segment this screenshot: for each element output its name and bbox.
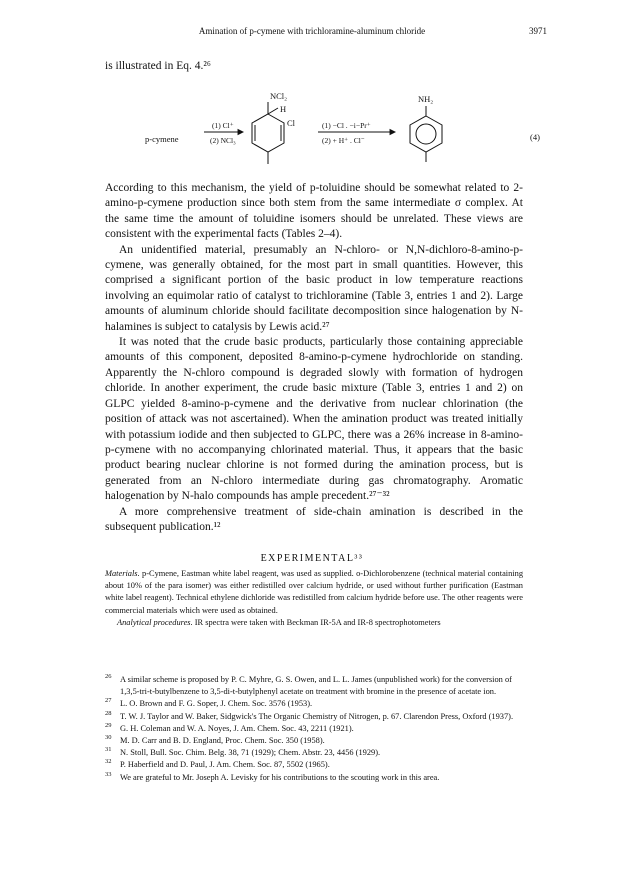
product-nh2-label: NH₂ — [418, 94, 434, 104]
footnote — [105, 772, 523, 784]
intro-line: is illustrated in Eq. 4.²⁶ — [105, 60, 211, 72]
footnote-number: 33 — [105, 770, 112, 778]
intermediate-h-label: H — [280, 104, 287, 114]
footnote-text: N. Stoll, Bull. Soc. Chim. Belg. 38, 71 (1929); Chem. Abstr. 23, 4456 (1929). — [120, 748, 381, 758]
materials-label: Materials. — [105, 569, 140, 578]
step2-condition-b: (2) + H⁺ . Cl⁻ — [322, 136, 365, 145]
intermediate-ncl2-label: NCl₂ — [270, 91, 288, 101]
footnotes — [105, 674, 523, 784]
body-text — [105, 181, 523, 535]
equation-number: (4) — [530, 132, 540, 142]
experimental-section — [105, 568, 523, 629]
footnote — [105, 735, 523, 747]
step1-condition-b: (2) NCl₃ — [210, 136, 236, 145]
step2-condition-a: (1) −Cl . −i−Pr⁺ — [322, 121, 371, 130]
footnote — [105, 711, 523, 723]
footnote-number: 28 — [105, 709, 112, 717]
materials-text: p-Cymene, Eastman white label reagent, was used as supplied. o-Dichlorobenzene (technical material containing about 10% of the para isomer) was either redistilled over calcium hydride, or used without further purification (Eastman white label reagent). Technical ethylene dichloride was redistilled from calcium hydride before use. The other reagents were commercial materials which were used as obtained. — [105, 569, 524, 615]
footnote — [105, 723, 523, 735]
footnote-text: P. Haberfield and D. Paul, J. Am. Chem. Soc. 87, 5502 (1965). — [120, 760, 330, 770]
header-title: Amination of p-cymene with trichloramine-aluminum chloride — [198, 26, 426, 36]
footnote-text: T. W. J. Taylor and W. Baker, Sidgwick's The Organic Chemistry of Nitrogen, p. 67. Clarendon Press, Oxford (1937). — [120, 711, 514, 721]
footnote-text: M. D. Carr and B. D. England, Proc. Chem. Soc. 350 (1958). — [120, 736, 325, 746]
analytical-label: Analytical procedures. — [117, 617, 193, 627]
page-number: 3971 — [529, 26, 547, 36]
step1-condition-a: (1) Cl⁺ — [212, 121, 234, 130]
product-ring — [410, 106, 442, 162]
footnote-number: 32 — [105, 758, 112, 766]
footnote — [105, 747, 523, 759]
reactant-label: p-cymene — [145, 134, 179, 144]
footnote-text: A similar scheme is proposed by P. C. Myhre, G. S. Owen, and L. L. James (unpublished work) for the conversion of 1,3,5-tri-t-butylbenzene to 3,5-di-t-butylphenyl acetate on treatment with bromine in the presence of acetate ion. — [120, 675, 512, 697]
footnote-text: We are grateful to Mr. Joseph A. Levisky for his contributions to the scouting work in this area. — [120, 772, 440, 782]
footnote-number: 30 — [105, 734, 112, 742]
body-paragraph: It was noted that the crude basic products, particularly those containing appreciable amounts of this component, deposited 8-amino-p-cymene hydrochloride on standing. Apparently the N-chloro compound is degraded slowly with formation of hydrogen chloride. In another experiment, the crude basic mixture (Table 3, entries 1 and 2) on GLPC yielded 8-amino-p-cymene and the derivative from nuclear chlorination (the position of attack was not ascertained). When the amination product was treated initially with potassium iodide and then subjected to GLPC, there was a 26% increase in 8-amino-p-cymene with no accompanying chlorinated material. Thus, it appears that the basic product bearing nuclear chlorine is not formed during the amination process, but is generated from an N-chloro intermediate during gas chromatography. Aromatic halogenation by N-halo compounds has ample precedent.²⁷⁻³² — [105, 336, 523, 503]
analytical-paragraph — [105, 617, 523, 629]
reaction-arrow-2 — [318, 130, 395, 135]
footnote-text: G. H. Coleman and W. A. Noyes, J. Am. Chem. Soc. 43, 2211 (1921). — [120, 723, 354, 733]
footnote-number: 26 — [105, 673, 112, 680]
footnote — [105, 759, 523, 771]
body-paragraph: According to this mechanism, the yield of p-toluidine should be somewhat related to 2-amino-p-cymene production since both stem from the same intermediate σ complex. At the same time the amount of toluidine isomers should be unrelated. These views are consistent with the experimental facts (Tables 2–4). — [105, 182, 523, 241]
reaction-arrow-1 — [204, 130, 243, 135]
intermediate-cl-label: Cl — [287, 118, 296, 128]
reaction-scheme — [100, 91, 550, 174]
footnote — [105, 674, 523, 698]
materials-paragraph — [105, 568, 523, 617]
experimental-heading: EXPERIMENTAL³³ — [260, 553, 364, 564]
body-paragraph: A more comprehensive treatment of side-chain amination is described in the subsequent publication.¹² — [105, 505, 523, 533]
footnote-number: 29 — [105, 721, 112, 729]
analytical-text: IR spectra were taken with Beckman IR-5A and IR-8 spectrophotometers — [194, 617, 441, 627]
body-paragraph: An unidentified material, presumably an N-chloro- or N,N-dichloro-8-amino-p-cymene, was generally obtained, for the most part in small quantities. However, this comprised a significant portion of the basic product in low temperature reactions involving an equimolar ratio of catalyst to trichloramine (Table 3, entries 1 and 2). Large amounts of aluminum chloride should facilitate decomposition since halogenation by N-halamines is subject to catalysis by Lewis acid.²⁷ — [105, 243, 523, 333]
footnote-text: L. O. Brown and F. G. Soper, J. Chem. Soc. 3576 (1953). — [120, 699, 313, 709]
footnote-number: 31 — [105, 746, 112, 754]
footnote-number: 27 — [105, 697, 112, 705]
footnote — [105, 698, 523, 710]
